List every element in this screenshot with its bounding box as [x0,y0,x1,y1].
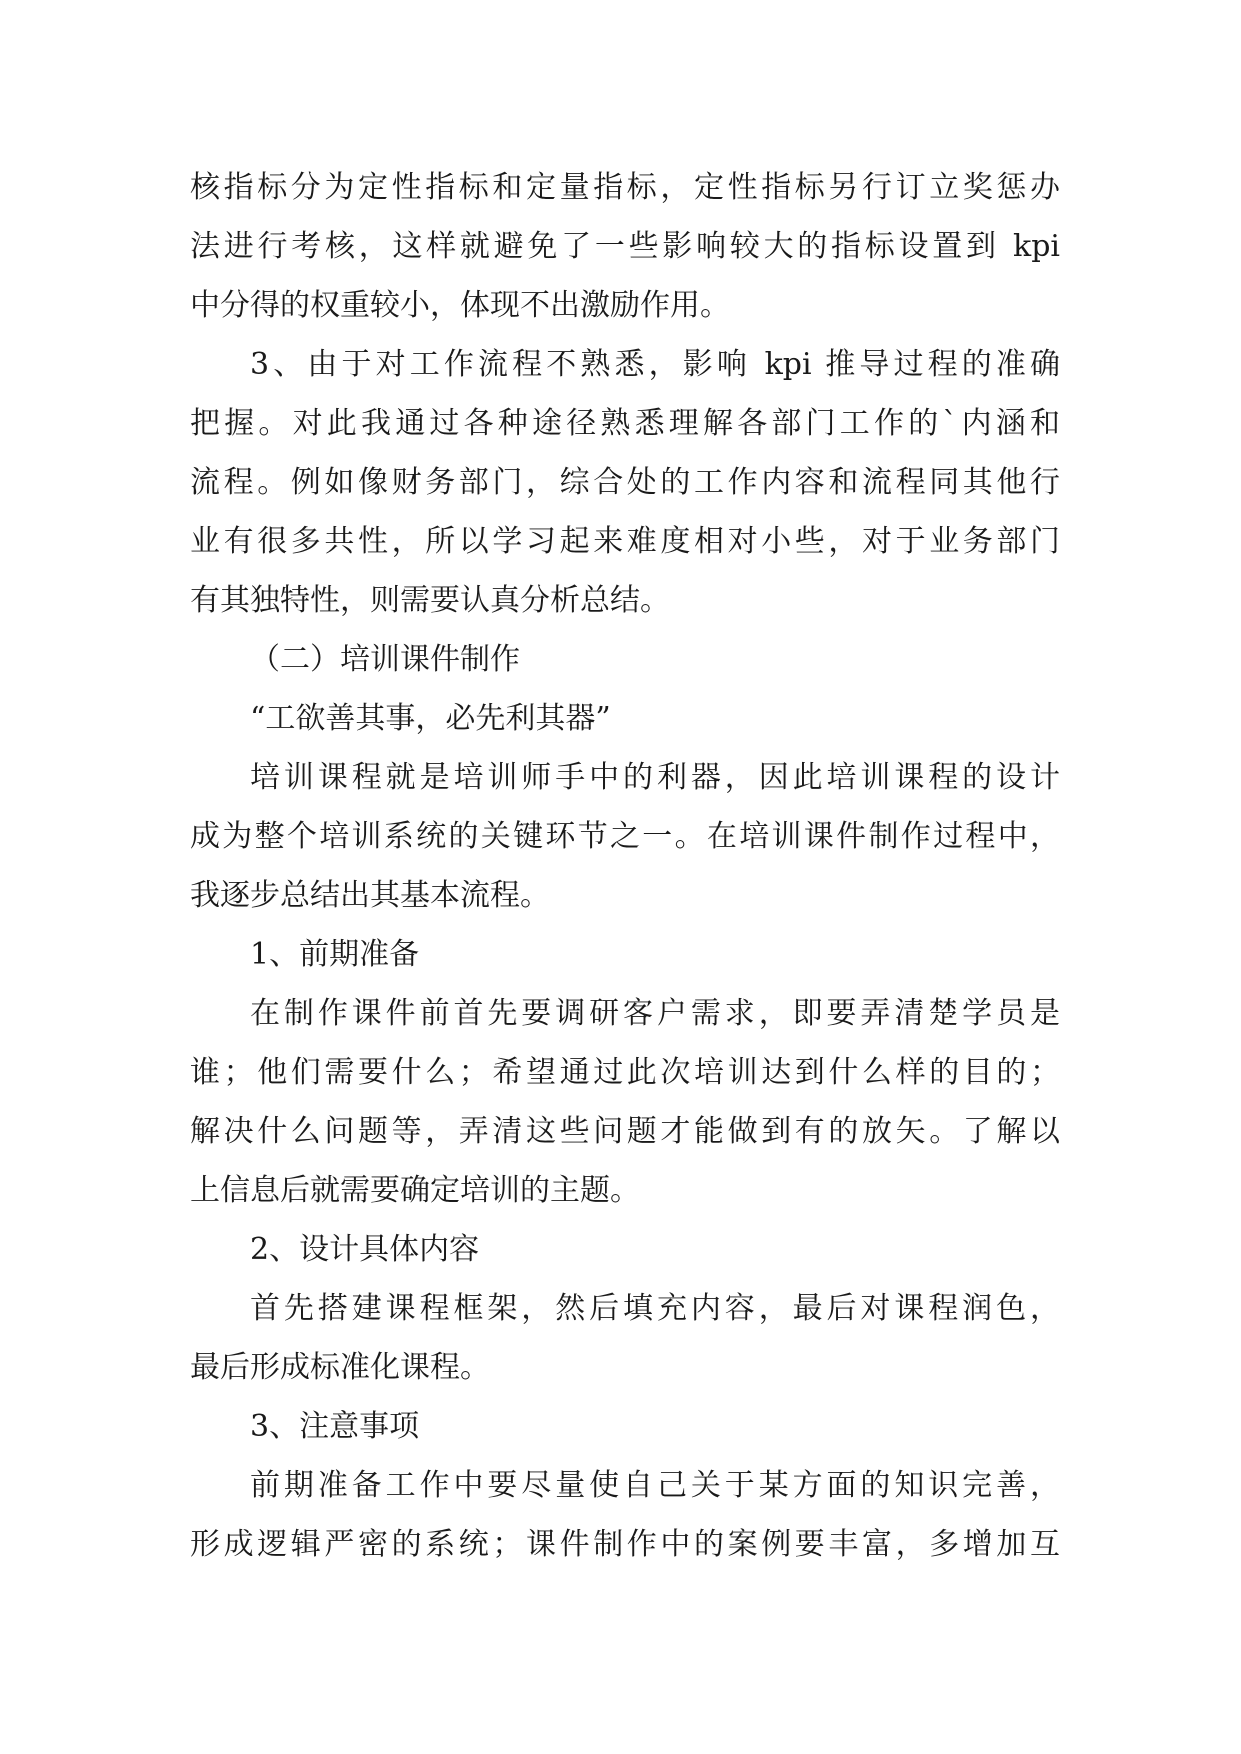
paragraph [190,1279,1060,1397]
paragraph [190,335,1060,630]
text-line: 中分得的权重较小，体现不出激励作用。 [190,288,730,323]
text-line: 成为整个培训系统的关键环节之一。在培训课件制作过程中， [190,819,1060,854]
text-line: 前期准备工作中要尽量使自己关于某方面的知识完善， [250,1468,1060,1503]
text-line: 上信息后就需要确定培训的主题。 [190,1173,640,1208]
text-line: “工欲善其事，必先利其器” [250,701,611,736]
document-body [190,158,1060,1574]
text-line: 解决什么问题等，弄清这些问题才能做到有的放矢。了解以 [190,1114,1060,1149]
text-line: 业有很多共性，所以学习起来难度相对小些，对于业务部门 [190,524,1060,559]
paragraph [190,925,1060,984]
text-line: 2、设计具体内容 [250,1232,480,1267]
text-line: 培训课程就是培训师手中的利器，因此培训课程的设计 [250,760,1060,795]
text-line: 有其独特性，则需要认真分析总结。 [190,583,670,618]
text-line: 最后形成标准化课程。 [190,1350,490,1385]
text-line: 把握。对此我通过各种途径熟悉理解各部门工作的`内涵和 [190,406,1060,441]
text-line: 流程。例如像财务部门，综合处的工作内容和流程同其他行 [190,465,1060,500]
paragraph [190,748,1060,925]
text-line: 在制作课件前首先要调研客户需求，即要弄清楚学员是 [250,996,1060,1031]
text-line: 3、由于对工作流程不熟悉，影响 kpi 推导过程的准确 [250,347,1060,382]
paragraph [190,689,1060,748]
text-line: 1、前期准备 [250,937,420,972]
paragraph [190,984,1060,1220]
paragraph [190,630,1060,689]
text-line: 谁；他们需要什么；希望通过此次培训达到什么样的目的； [190,1055,1060,1090]
text-line: 首先搭建课程框架，然后填充内容，最后对课程润色， [250,1291,1060,1326]
text-line: 3、注意事项 [250,1409,420,1444]
paragraph [190,1220,1060,1279]
paragraph [190,1456,1060,1574]
paragraph [190,158,1060,335]
text-line: 我逐步总结出其基本流程。 [190,878,550,913]
text-line: （二）培训课件制作 [250,642,520,677]
paragraph [190,1397,1060,1456]
text-line: 形成逻辑严密的系统；课件制作中的案例要丰富，多增加互 [190,1527,1060,1562]
text-line: 核指标分为定性指标和定量指标，定性指标另行订立奖惩办 [190,170,1060,205]
text-line: 法进行考核，这样就避免了一些影响较大的指标设置到 kpi [190,229,1060,264]
